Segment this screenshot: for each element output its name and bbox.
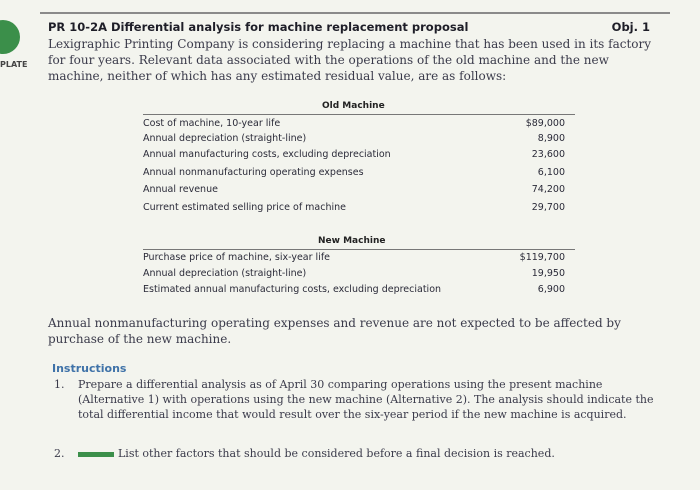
old-machine-title: Old Machine	[322, 101, 385, 111]
table-row	[143, 133, 575, 148]
row-value: 6,100	[537, 167, 565, 178]
table-row	[143, 167, 575, 182]
table-row	[143, 268, 575, 283]
objective-badge-icon	[0, 20, 20, 54]
instructions-heading: Instructions	[52, 362, 127, 375]
old-machine-rule	[143, 114, 575, 115]
row-value: 6,900	[537, 284, 565, 295]
problem-title: PR 10-2A Differential analysis for machine replacement proposal	[48, 20, 469, 34]
row-label: Estimated annual manufacturing costs, excluding depreciation	[143, 284, 442, 295]
table-row	[143, 252, 575, 267]
objective-label: Obj. 1	[611, 20, 650, 34]
table-row	[143, 149, 575, 164]
instruction-text-wrap	[78, 446, 668, 461]
row-value: 74,200	[531, 184, 565, 195]
note-paragraph: Annual nonmanufacturing operating expenses and revenue are not expected to be affected by purchase of the new machine.	[48, 316, 621, 346]
row-label: Cost of machine, 10-year life	[143, 118, 281, 129]
table-row	[143, 202, 575, 217]
table-row	[143, 118, 575, 133]
row-value: 19,950	[531, 268, 565, 279]
row-value: 8,900	[537, 133, 565, 144]
instruction-number: 2.	[54, 447, 65, 460]
row-label: Current estimated selling price of machine	[143, 202, 347, 213]
new-machine-rule	[143, 249, 575, 250]
row-label: Annual depreciation (straight-line)	[143, 268, 307, 279]
table-row	[143, 284, 575, 299]
row-value: $119,700	[519, 252, 565, 263]
instruction-text: Prepare a differential analysis as of April 30 comparing operations using the present machine (Alternative 1) with operations using the new machine (Alternative 2). The analysis should indicate the total differential income that would result over the six-year period if the new machine is acquired.	[78, 378, 654, 421]
side-label: PLATE	[0, 60, 28, 69]
row-value: 29,700	[531, 202, 565, 213]
row-label: Annual depreciation (straight-line)	[143, 133, 307, 144]
new-machine-title: New Machine	[318, 236, 386, 246]
row-value: $89,000	[525, 118, 565, 129]
row-label: Annual manufacturing costs, excluding depreciation	[143, 149, 391, 160]
instruction-number: 1.	[54, 378, 65, 391]
top-rule	[40, 12, 670, 14]
row-label: Annual revenue	[143, 184, 218, 195]
row-label: Annual nonmanufacturing operating expenses	[143, 167, 364, 178]
problem-intro: Lexigraphic Printing Company is considering replacing a machine that has been used in its factory for four years. Relevant data associated with the operations of the old machine and the new machine, neither of which has any estimated residual value, are as follows:	[48, 37, 652, 83]
row-value: 23,600	[531, 149, 565, 160]
table-row	[143, 184, 575, 199]
problem-header	[48, 20, 660, 34]
instruction-text: List other factors that should be considered before a final decision is reached.	[118, 447, 555, 460]
green-bar-icon	[78, 452, 114, 457]
row-label: Purchase price of machine, six-year life	[143, 252, 331, 263]
